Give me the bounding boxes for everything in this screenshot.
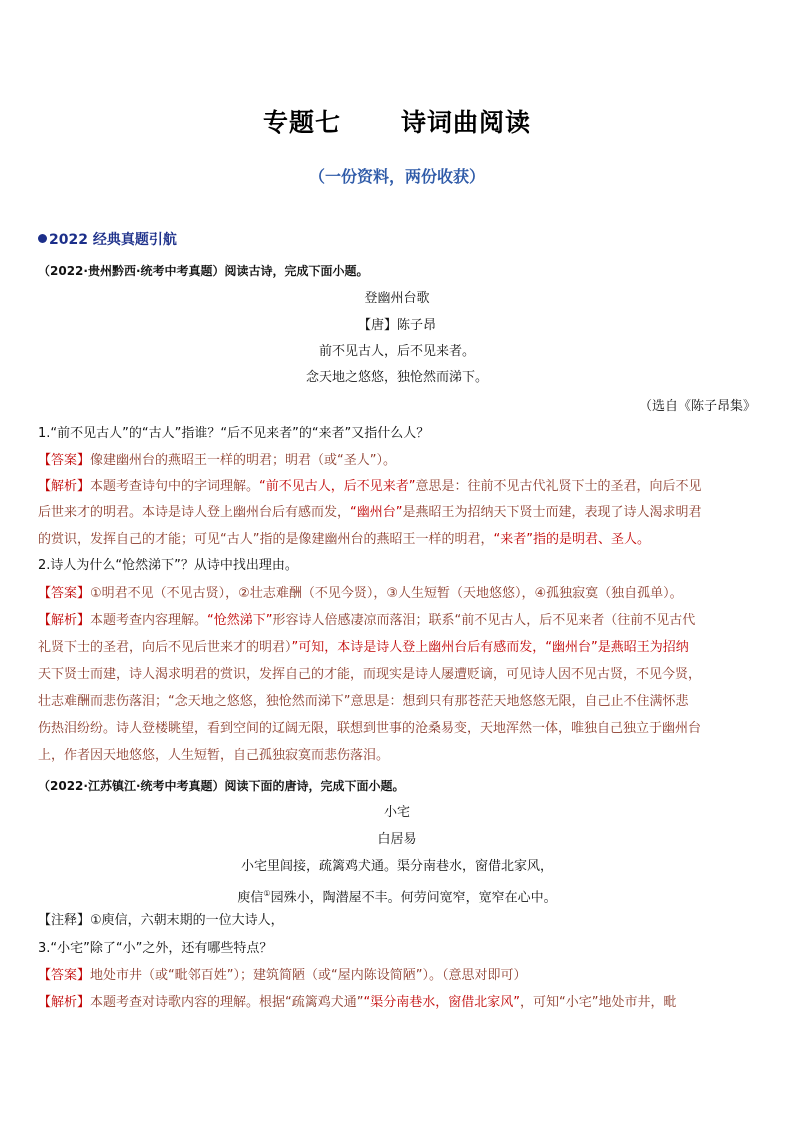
answer-1: 【答案】像建幽州台的燕昭王一样的明君；明君（或“圣人”）。 [38, 453, 396, 468]
title-part2: 诗词曲阅读 [401, 108, 532, 137]
question-3: 3.“小宅”除了“小”之外，还有哪些特点？ [38, 941, 273, 956]
answer-2: 【答案】①明君不见（不见古贤），②壮志难酬（不见今贤），③人生短暂（天地悠悠），④孤独寂寞（独自孤单）。 [38, 586, 683, 601]
poem-author: 白居易 [377, 832, 417, 847]
analysis-2: 【解析】本题考查内容理解。“怆然涕下”形容诗人倍感凄凉而落泪；联系“前不见古人，后不见来者（往前不见古代 [38, 613, 696, 628]
poem-line: 念天地之悠悠，独怆然而涕下。 [305, 370, 488, 385]
analysis-2: 壮志难酬而悲伤落泪；“念天地之悠悠，独怆然而涕下”意思是：想到只有那苍茫天地悠悠无限，自己止不住满怀悲 [38, 694, 689, 709]
question-1: 1.“前不见古人”的“古人”指谁？“后不见来者”的“来者”又指什么人？ [38, 426, 430, 441]
analysis-2: 伤热泪纷纷。诗人登楼眺望，看到空间的辽阔无限，联想到世事的沧桑易变，天地浑然一体，唯独自己独立于幽州台 [38, 721, 702, 736]
title-part1: 专题七 [262, 108, 341, 137]
analysis-2: 上，作者因天地悠悠，人生短暂，自己孤独寂寞而悲伤落泪。 [38, 748, 390, 763]
question-source: （2022·江苏镇江·统考中考真题）阅读下面的唐诗，完成下面小题。 [38, 779, 405, 793]
analysis-2: 礼贤下士的圣君，向后不见后世来才的明君）”可知，本诗是诗人登上幽州台后有感而发，“幽州台”是燕昭王为招纳 [38, 640, 689, 655]
analysis-2: 天下贤士而建，诗人渴求明君的赏识，发挥自己的才能，而现实是诗人屡遭贬谪，可见诗人因不见古贤，不见今贤， [38, 667, 702, 682]
poem-title: 登幽州台歌 [364, 291, 430, 306]
poem-note: 【注释】①庾信，六朝末期的一位大诗人， [38, 913, 284, 928]
analysis-1: 的赏识，发挥自己的才能；可见“古人”指的是像建幽州台的燕昭王一样的明君，“来者”指的是明君、圣人。 [38, 532, 650, 547]
poem-source-note: （选自《陈子昂集》 [638, 399, 756, 414]
page-title [38, 103, 756, 139]
section-heading: 2022 经典真题引航 [38, 229, 177, 249]
poem-author: 【唐】陈子昂 [357, 318, 436, 333]
analysis-3: 【解析】本题考查对诗歌内容的理解。根据“疏篱鸡犬通”“渠分南巷水，窗借北家风”，可知“小宅”地处市井，毗 [38, 995, 677, 1010]
page-subtitle: （一份资料，两份收获） [308, 167, 485, 186]
poem-title: 小宅 [383, 805, 410, 820]
answer-3: 【答案】地处市井（或“毗邻百姓”）；建筑简陋（或“屋内陈设简陋”）。（意思对即可） [38, 968, 527, 983]
bullet-icon [38, 234, 47, 243]
analysis-1: 后世来才的明君。本诗是诗人登上幽州台后有感而发，“幽州台”是燕昭王为招纳天下贤士而建，表现了诗人渴求明君 [38, 505, 702, 520]
poem-line: 庾信①园殊小，陶潜屋不丰。何劳问宽窄，宽窄在心中。 [237, 889, 557, 906]
question-2: 2.诗人为什么“怆然涕下”？从诗中找出理由。 [38, 558, 298, 573]
poem-line: 前不见古人，后不见来者。 [318, 344, 475, 359]
poem-line: 小宅里闾接，疏篱鸡犬通。渠分南巷水，窗借北家风， [240, 859, 553, 874]
analysis-1: 【解析】本题考查诗句中的字词理解。“前不见古人，后不见来者”意思是：往前不见古代礼贤下士的圣君，向后不见 [38, 479, 702, 494]
question-source: （2022·贵州黔西·统考中考真题）阅读古诗，完成下面小题。 [38, 264, 369, 278]
